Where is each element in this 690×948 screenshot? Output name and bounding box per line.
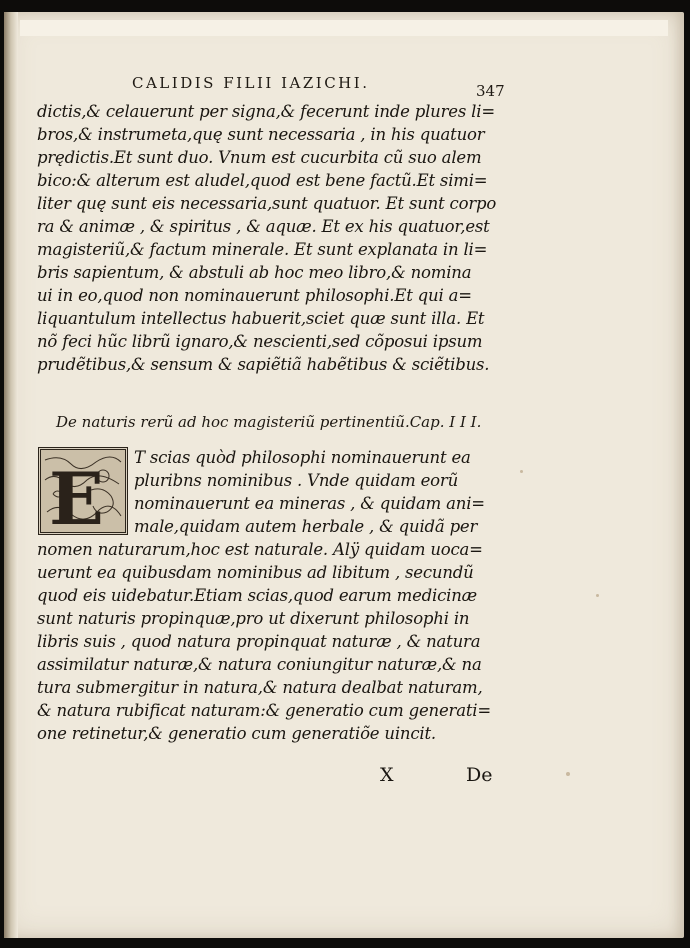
text-line: quod eis uidebatur.Etiam scias,quod earum medicinæ [37,586,477,605]
chapter-heading: De naturis rerũ ad hoc magisteriũ pertinentiũ.Cap. I I I. [56,413,482,431]
paper-speck [520,470,523,473]
text-line: uerunt ea quibusdam nominibus ad libitum , secundũ [37,563,474,582]
page-number: 347 [476,82,505,100]
paper-speck [566,772,570,776]
catchword: De [466,764,493,786]
text-line: magisteriũ,& factum minerale. Et sunt explanata in li= [37,240,488,259]
signature-mark: X [380,764,394,786]
text-line: T scias quòd philosophi nominauerunt ea [134,448,471,467]
text-line: ra & animæ , & spiritus , & aquæ. Et ex his quatuor,est [37,217,490,236]
running-head: CALIDIS FILII IAZICHI. [132,74,370,92]
text-line: nõ feci hũc librũ ignaro,& nescienti,sed cõposui ipsum [37,332,483,351]
text-line: prędictis.Et sunt duo. Vnum est cucurbita cũ suo alem [37,148,482,167]
text-line: liquantulum intellectus habuerit,sciet quæ sunt illa. Et [37,309,485,328]
text-line: nominauerunt ea mineras , & quidam ani= [134,494,485,513]
text-line: dictis,& celauerunt per signa,& fecerunt inde plures li= [37,102,495,121]
text-line: libris suis , quod natura propinquat naturæ , & natura [37,632,481,651]
text-line: bris sapientum, & abstuli ab hoc meo libro,& nomina [37,263,472,282]
text-line: tura submergitur in natura,& natura dealbat naturam, [37,678,483,697]
text-line: sunt naturis propinquæ,pro ut dixerunt philosophi in [37,609,470,628]
paper-speck [596,594,599,597]
text-line: assimilatur naturæ,& natura coniungitur naturæ,& na [37,655,482,674]
page-gutter-shadow [4,12,18,938]
initial-letter: E [49,456,104,532]
top-edge-highlight [20,20,668,36]
text-line: pluribns nominibus . Vnde quidam eorũ [134,471,458,490]
text-line: ui in eo,quod non nominauerunt philosophi.Et qui a= [37,286,472,305]
text-line: one retinetur,& generatio cum generatiõe uincit. [37,724,436,743]
text-line: & natura rubificat naturam:& generatio cum generati= [37,701,491,720]
paragraph-two [37,446,507,745]
text-line: nomen naturarum,hoc est naturale. Alÿ quidam uoca= [37,540,483,559]
text-line: bros,& instrumeta,quę sunt necessaria , in his quatuor [37,125,485,144]
text-line: liter quę sunt eis necessaria,sunt quatuor. Et sunt corpo [37,194,497,213]
text-line: bico:& alterum est aludel,quod est bene factũ.Et simi= [37,171,488,190]
text-line: male,quidam autem herbale , & quidã per [134,517,478,536]
paragraph-one [37,100,502,376]
text-line: prudẽtibus,& sensum & sapiẽtiã habẽtibus & sciẽtibus. [37,355,490,374]
